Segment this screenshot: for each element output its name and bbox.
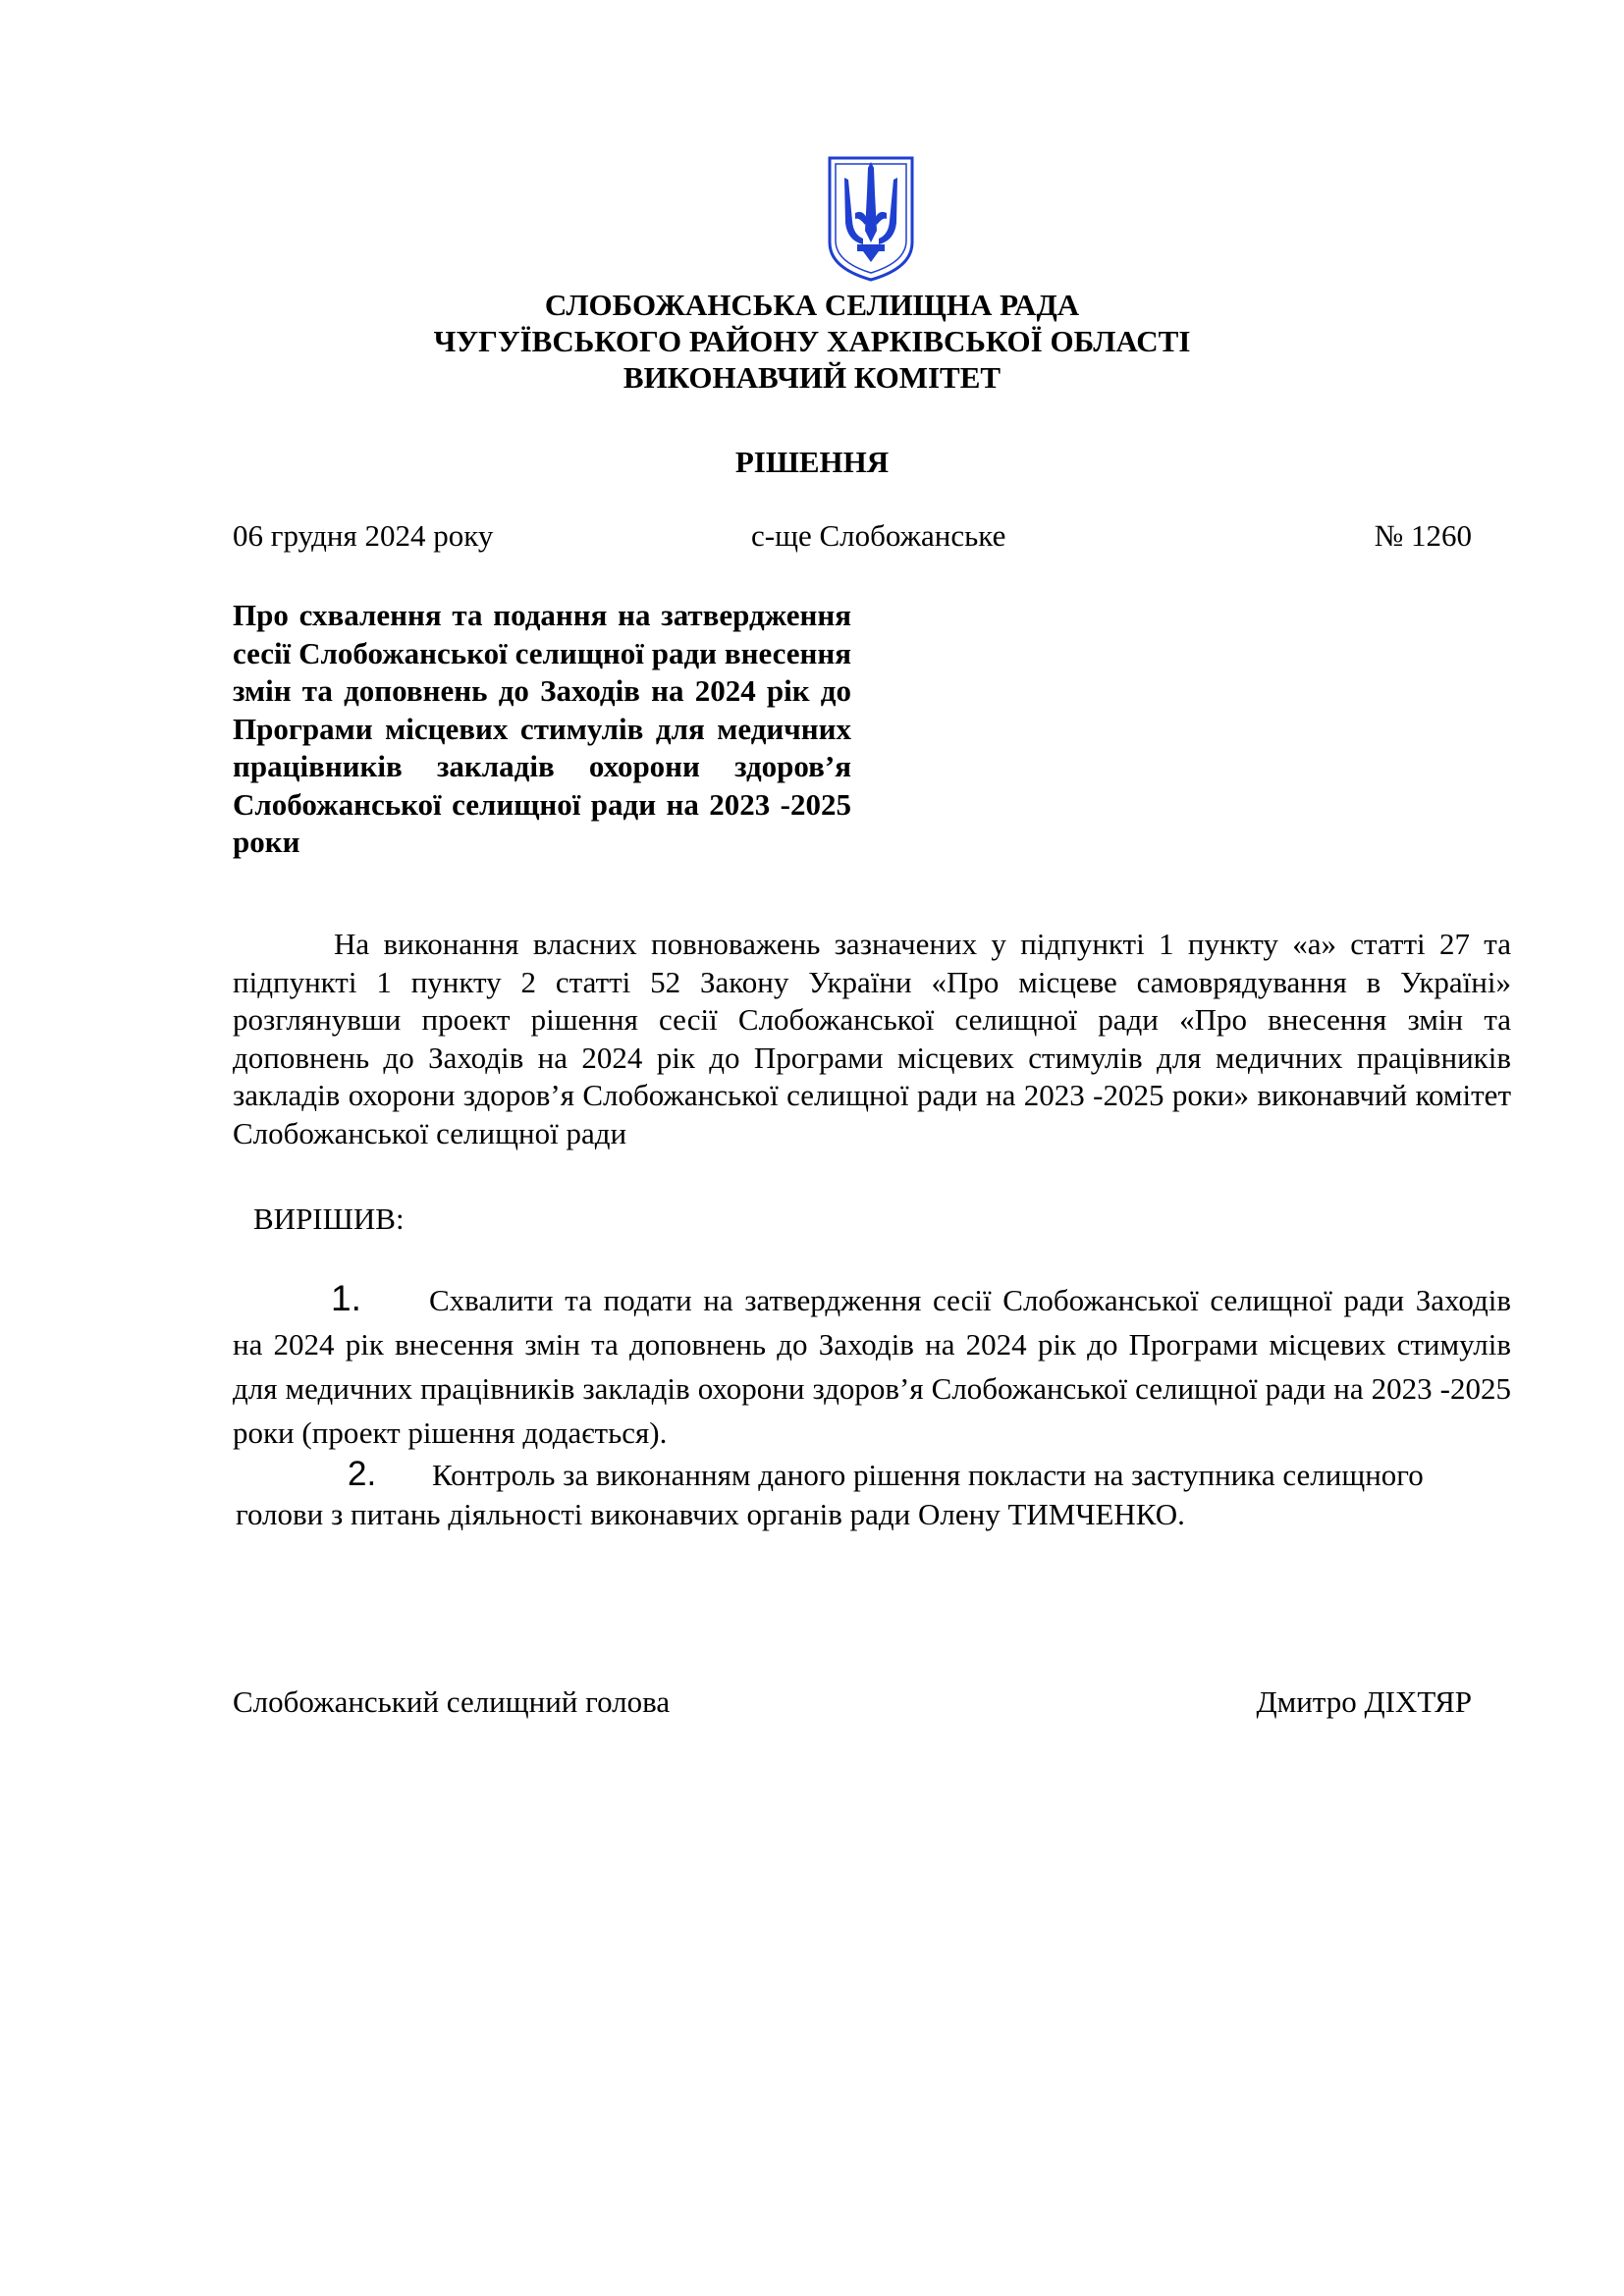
signatory-name: Дмитро ДІХТЯР xyxy=(1256,1684,1472,1719)
decision-item-text: Контроль за виконанням даного рішення покласти на заступника селищного голови з питань діяльності виконавчих органів ради Олену ТИМЧЕНКО. xyxy=(236,1458,1424,1531)
decision-item-number: 1. xyxy=(331,1278,361,1318)
decided-label: ВИРІШИВ: xyxy=(253,1201,405,1236)
decision-item-number: 2. xyxy=(348,1455,377,1493)
document-title: РІШЕННЯ xyxy=(734,445,890,479)
document-place: с-ще Слобожанське xyxy=(751,518,1006,553)
decision-item-text: Схвалити та подати на затвердження сесії Слобожанської селищної ради Заходів на 2024 рік внесення змін та доповнень до Заходів на 2024 рік до Програми місцевих стимулів для медичних працівників закладів охорони здоров’я Слобожанської селищної ради на 2023 -2025 роки (проект рішення додається). xyxy=(233,1283,1511,1450)
council-name: СЛОБОЖАНСЬКА СЕЛИЩНА РАДА xyxy=(544,288,1080,322)
document-meta xyxy=(233,518,1472,558)
document-subject: Про схвалення та подання на затвердження сесії Слобожанської селищної ради внесення змін та доповнень до Заходів на 2024 рік до Програми місцевих стимулів для медичних працівників закладів охорони здоров’я Слобожанської селищної ради на 2023 -2025 роки xyxy=(233,598,851,859)
signature-block xyxy=(233,1684,1472,1724)
committee-name: ВИКОНАВЧИЙ КОМІТЕТ xyxy=(623,360,1001,395)
document-date: 06 грудня 2024 року xyxy=(233,518,494,553)
document-number: № 1260 xyxy=(1374,518,1472,553)
council-header xyxy=(0,287,1624,396)
signatory-title: Слобожанський селищний голова xyxy=(233,1684,671,1719)
trident-coat-of-arms-icon xyxy=(826,154,916,284)
decision-item xyxy=(233,1276,1511,1455)
preamble-paragraph: На виконання власних повноважень зазначених у підпункті 1 пункту «а» статті 27 та підпункті 1 пункту 2 статті 52 Закону України «Про місцеве самоврядування в Україні» розглянувши проект рішення сесії Слобожанської селищної ради «Про внесення змін та доповнень до Заходів на 2024 рік до Програми місцевих стимулів для медичних працівників закладів охорони здоров’я Слобожанської селищної ради на 2023 -2025 роки» виконавчий комітет Слобожанської селищної ради xyxy=(233,927,1511,1150)
district-name: ЧУГУЇВСЬКОГО РАЙОНУ ХАРКІВСЬКОЇ ОБЛАСТІ xyxy=(433,324,1191,358)
decision-item xyxy=(236,1455,1512,1534)
